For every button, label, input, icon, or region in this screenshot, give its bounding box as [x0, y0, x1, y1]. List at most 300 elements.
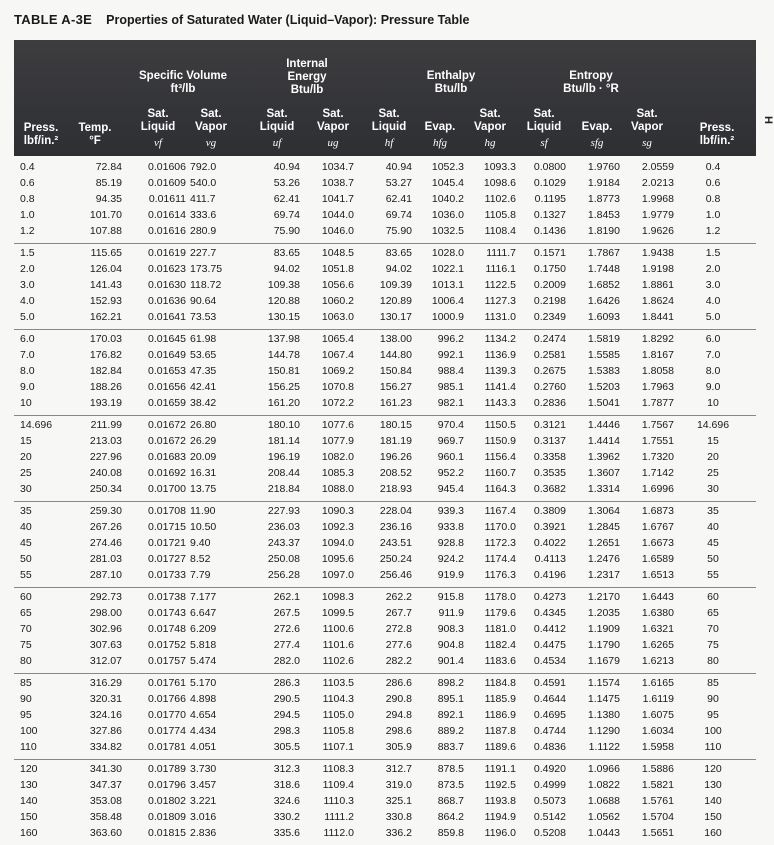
hg-cell: 1150.5 [484, 419, 516, 431]
temp-cell: 287.10 [89, 569, 122, 581]
vg-cell: 20.09 [190, 451, 217, 463]
sfg-col-header [574, 121, 620, 150]
ug-cell: 1095.6 [321, 553, 354, 565]
table-row [14, 466, 756, 482]
press-right-cell: 80 [707, 655, 719, 667]
temp-cell: 312.07 [89, 655, 122, 667]
sf-cell: 0.5142 [533, 811, 566, 823]
ug-cell: 1101.6 [322, 639, 354, 651]
sfg-cell: 1.1380 [587, 709, 620, 721]
sf-cell: 0.3921 [533, 521, 566, 533]
press-right-cell: 7.0 [705, 349, 721, 361]
press-label: Press. [23, 122, 59, 134]
sfg-cell: 1.8190 [587, 225, 620, 237]
hf-cell: 83.65 [385, 247, 412, 259]
table-row [14, 176, 756, 192]
hg-cell: 1156.4 [484, 451, 516, 463]
press-right-cell: 140 [704, 795, 722, 807]
table-row [14, 160, 756, 176]
table-row [14, 246, 756, 262]
row-group [14, 674, 756, 760]
vf-cell: 0.01630 [148, 279, 186, 291]
temp-cell: 240.08 [89, 467, 122, 479]
sf-cell: 0.2009 [533, 279, 566, 291]
sg-cell: 1.6213 [641, 655, 674, 667]
press-right-cell: 10 [707, 397, 719, 409]
temp-cell: 72.84 [95, 161, 122, 173]
hfg-cell: 969.7 [437, 435, 464, 447]
entropy-header [526, 70, 656, 96]
steam-table-page [14, 12, 756, 839]
uf-cell: 267.5 [273, 607, 300, 619]
hg-cell: 1185.9 [484, 693, 516, 705]
press-cell: 2.0 [20, 263, 35, 275]
hg-cell: 1164.3 [484, 483, 516, 495]
sf-cell: 0.4695 [533, 709, 566, 721]
press-cell: 45 [20, 537, 32, 549]
temp-cell: 162.21 [89, 311, 122, 323]
table-row [14, 676, 756, 692]
hg-cell: 1186.9 [484, 709, 516, 721]
vapor-label: Vapor [317, 121, 349, 133]
vg-symbol: vg [205, 137, 217, 149]
entropy-label: Entropy [569, 70, 613, 82]
vg-cell: 4.654 [190, 709, 217, 721]
sfg-cell: 1.8453 [587, 209, 620, 221]
press-unit: lbf/in.² [23, 135, 59, 147]
sf-cell: 0.4113 [534, 553, 566, 565]
press-right-cell: 0.6 [705, 177, 721, 189]
press-cell: 7.0 [20, 349, 35, 361]
table-row [14, 504, 756, 520]
sfg-cell: 1.7867 [587, 247, 620, 259]
vg-cell: 333.6 [190, 209, 217, 221]
sg-cell: 2.0559 [641, 161, 674, 173]
ug-cell: 1034.7 [321, 161, 354, 173]
press-cell: 130 [20, 779, 38, 791]
sf-cell: 0.4412 [533, 623, 566, 635]
ug-cell: 1098.3 [321, 591, 354, 603]
table-row [14, 638, 756, 654]
vg-cell: 3.016 [190, 811, 217, 823]
temp-cell: 324.16 [89, 709, 122, 721]
table-row [14, 724, 756, 740]
press-cell: 20 [20, 451, 32, 463]
sg-cell: 1.5886 [641, 763, 674, 775]
ug-cell: 1102.6 [322, 655, 354, 667]
vg-cell: 7.79 [190, 569, 211, 581]
sg-cell: 1.8167 [641, 349, 674, 361]
vf-cell: 0.01721 [148, 537, 186, 549]
sat-label: Sat. [147, 108, 169, 120]
hf-cell: 208.52 [379, 467, 412, 479]
press-right-cell: 1.0 [705, 209, 721, 221]
table-row [14, 208, 756, 224]
hfg-cell: 859.8 [437, 827, 464, 839]
hg-cell: 1183.6 [484, 655, 516, 667]
sfg-cell: 1.7448 [587, 263, 620, 275]
temp-cell: 182.84 [89, 365, 122, 377]
vf-col-header [132, 108, 184, 150]
hg-cell: 1122.5 [484, 279, 516, 291]
uf-cell: 53.26 [273, 177, 300, 189]
temp-cell: 176.82 [89, 349, 122, 361]
ug-cell: 1099.5 [321, 607, 354, 619]
uf-cell: 286.3 [273, 677, 300, 689]
press-right-cell: 75 [707, 639, 719, 651]
hf-cell: 120.89 [379, 295, 412, 307]
press-right-cell: 4.0 [705, 295, 721, 307]
temp-cell: 327.86 [89, 725, 122, 737]
temp-cell: 170.03 [89, 333, 122, 345]
press-cell: 55 [20, 569, 32, 581]
table-row [14, 692, 756, 708]
sat-label: Sat. [479, 108, 501, 120]
enthalpy-unit: Btu/lb [434, 83, 468, 95]
vg-cell: 13.75 [190, 483, 217, 495]
sfg-cell: 1.2170 [587, 591, 620, 603]
temp-cell: 94.35 [95, 193, 122, 205]
temp-cell: 363.60 [89, 827, 122, 839]
sg-cell: 1.6673 [641, 537, 674, 549]
hfg-cell: 1006.4 [431, 295, 464, 307]
temp-cell: 358.48 [89, 811, 122, 823]
vg-cell: 26.80 [190, 419, 217, 431]
sg-cell: 1.7551 [641, 435, 674, 447]
hf-cell: 319.0 [385, 779, 412, 791]
hg-cell: 1179.6 [484, 607, 516, 619]
sf-cell: 0.3358 [533, 451, 566, 463]
hf-cell: 62.41 [385, 193, 412, 205]
hf-cell: 325.1 [385, 795, 412, 807]
ug-cell: 1108.3 [322, 763, 354, 775]
hg-cell: 1196.0 [484, 827, 516, 839]
press-cell: 160 [20, 827, 38, 839]
temp-cell: 316.29 [89, 677, 122, 689]
enthalpy-label: Enthalpy [426, 70, 476, 82]
press-right-cell: 5.0 [705, 311, 721, 323]
hg-cell: 1174.4 [484, 553, 516, 565]
vf-cell: 0.01781 [148, 741, 186, 753]
temp-cell: 281.03 [89, 553, 122, 565]
sg-cell: 1.9968 [641, 193, 674, 205]
table-row [14, 568, 756, 584]
sfg-cell: 1.0822 [587, 779, 620, 791]
ug-cell: 1107.1 [322, 741, 354, 753]
vf-cell: 0.01757 [148, 655, 186, 667]
hfg-cell: 919.9 [437, 569, 464, 581]
hg-cell: 1150.9 [484, 435, 516, 447]
press-cell: 30 [20, 483, 32, 495]
press-right-unit: lbf/in.² [699, 135, 735, 147]
uf-cell: 40.94 [273, 161, 300, 173]
sg-cell: 1.6380 [641, 607, 674, 619]
sat-label: Sat. [322, 108, 344, 120]
sfg-cell: 1.9184 [587, 177, 620, 189]
sfg-cell: 1.5041 [587, 397, 620, 409]
temp-cell: 250.34 [89, 483, 122, 495]
hf-cell: 181.19 [379, 435, 412, 447]
uf-cell: 208.44 [267, 467, 300, 479]
vg-cell: 3.730 [190, 763, 217, 775]
hg-cell: 1192.5 [484, 779, 516, 791]
hf-cell: 336.2 [385, 827, 412, 839]
sfg-cell: 1.3064 [587, 505, 620, 517]
vg-cell: 411.7 [190, 193, 216, 205]
vf-cell: 0.01672 [148, 435, 186, 447]
ug-cell: 1041.7 [321, 193, 354, 205]
sfg-cell: 1.9760 [587, 161, 620, 173]
sg-cell: 1.6321 [641, 623, 674, 635]
uf-cell: 180.10 [267, 419, 300, 431]
vg-cell: 3.221 [190, 795, 217, 807]
temp-cell: 107.88 [89, 225, 122, 237]
press-cell: 1.2 [20, 225, 35, 237]
hg-cell: 1189.6 [484, 741, 516, 753]
hf-cell: 138.00 [379, 333, 412, 345]
hfg-cell: 1000.9 [431, 311, 464, 323]
uf-cell: 294.5 [273, 709, 300, 721]
uf-col-header [252, 108, 302, 150]
press-cell: 3.0 [20, 279, 35, 291]
sf-cell: 0.1029 [533, 177, 566, 189]
uf-cell: 120.88 [267, 295, 300, 307]
press-cell: 100 [20, 725, 38, 737]
press-cell: 10 [20, 397, 32, 409]
hfg-cell: 982.1 [437, 397, 464, 409]
sg-cell: 1.6513 [641, 569, 674, 581]
table-row [14, 278, 756, 294]
vf-cell: 0.01609 [148, 177, 186, 189]
hf-cell: 290.8 [385, 693, 412, 705]
sf-cell: 0.5208 [533, 827, 566, 839]
vg-cell: 5.474 [190, 655, 217, 667]
vg-cell: 5.170 [190, 677, 217, 689]
sf-cell: 0.2675 [533, 365, 566, 377]
hfg-cell: 939.3 [437, 505, 464, 517]
sg-cell: 1.5958 [641, 741, 674, 753]
vg-cell: 47.35 [190, 365, 217, 377]
press-right-cell: 1.5 [705, 247, 721, 259]
vg-cell: 7.177 [190, 591, 217, 603]
hg-cell: 1139.3 [484, 365, 516, 377]
temp-cell: 115.65 [90, 247, 122, 259]
temp-cell: 211.99 [90, 419, 122, 431]
vf-cell: 0.01770 [148, 709, 186, 721]
temp-cell: 334.82 [89, 741, 122, 753]
press-right-cell: 150 [704, 811, 722, 823]
vf-cell: 0.01636 [148, 295, 186, 307]
hg-symbol: hg [484, 137, 496, 149]
temp-cell: 227.96 [89, 451, 122, 463]
sf-cell: 0.0800 [533, 161, 566, 173]
row-group [14, 760, 756, 845]
hfg-cell: 960.1 [437, 451, 464, 463]
hg-cell: 1093.3 [483, 161, 516, 173]
sf-cell: 0.2760 [533, 381, 566, 393]
table-row [14, 364, 756, 380]
uf-cell: 137.98 [267, 333, 300, 345]
sg-cell: 1.8441 [641, 311, 674, 323]
sg-cell: 2.0213 [641, 177, 674, 189]
press-right-cell: 130 [704, 779, 722, 791]
hg-cell: 1098.6 [483, 177, 516, 189]
sf-cell: 0.4534 [533, 655, 566, 667]
hg-cell: 1167.4 [484, 505, 516, 517]
press-right-label: Press. [699, 122, 735, 134]
press-cell: 95 [20, 709, 32, 721]
press-cell: 75 [20, 639, 32, 651]
sf-cell: 0.4475 [533, 639, 566, 651]
hf-cell: 305.9 [385, 741, 412, 753]
vg-cell: 11.90 [190, 505, 216, 517]
hfg-col-header [418, 121, 462, 150]
press-cell: 120 [20, 763, 38, 775]
table-row [14, 418, 756, 434]
hfg-cell: 1045.4 [431, 177, 464, 189]
sf-symbol: sf [540, 137, 548, 149]
sg-cell: 1.5821 [641, 779, 674, 791]
sfg-cell: 1.1679 [587, 655, 620, 667]
press-cell: 15 [20, 435, 32, 447]
press-cell: 25 [20, 467, 32, 479]
table-row [14, 450, 756, 466]
sg-cell: 1.6873 [641, 505, 674, 517]
press-cell: 4.0 [20, 295, 35, 307]
press-cell: 150 [20, 811, 38, 823]
sg-cell: 1.6443 [641, 591, 674, 603]
sf-cell: 0.4644 [533, 693, 566, 705]
hf-cell: 267.7 [385, 607, 412, 619]
sfg-cell: 1.0966 [587, 763, 620, 775]
sfg-cell: 1.6852 [587, 279, 620, 291]
vf-cell: 0.01659 [148, 397, 186, 409]
sg-cell: 1.6119 [642, 693, 674, 705]
table-header [14, 40, 756, 156]
uf-cell: 130.15 [267, 311, 300, 323]
press-right-cell: 0.4 [705, 161, 721, 173]
vapor-label: Vapor [631, 121, 663, 133]
uf-cell: 161.20 [267, 397, 300, 409]
hf-cell: 243.51 [379, 537, 412, 549]
press-right-cell: 45 [707, 537, 719, 549]
uf-cell: 62.41 [273, 193, 300, 205]
hf-cell: 298.6 [385, 725, 412, 737]
uf-cell: 272.6 [273, 623, 300, 635]
ug-cell: 1104.3 [322, 693, 354, 705]
temp-cell: 274.46 [89, 537, 122, 549]
vg-cell: 227.7 [190, 247, 217, 259]
sfg-symbol: sfg [590, 137, 604, 149]
uf-cell: 227.93 [267, 505, 300, 517]
sfg-cell: 1.2317 [587, 569, 620, 581]
vf-cell: 0.01656 [148, 381, 186, 393]
table-row [14, 520, 756, 536]
sf-cell: 0.1195 [534, 193, 566, 205]
hfg-cell: 895.1 [437, 693, 464, 705]
press-right-cell: 30 [707, 483, 719, 495]
table-row [14, 434, 756, 450]
table-row [14, 762, 756, 778]
hf-cell: 236.16 [379, 521, 412, 533]
hfg-cell: 883.7 [437, 741, 464, 753]
uf-cell: 298.3 [273, 725, 300, 737]
hg-cell: 1176.3 [484, 569, 516, 581]
temp-cell: 353.08 [89, 795, 122, 807]
hfg-cell: 988.4 [437, 365, 464, 377]
press-right-cell: 35 [707, 505, 719, 517]
ug-cell: 1094.0 [321, 537, 354, 549]
vf-cell: 0.01738 [148, 591, 186, 603]
vf-cell: 0.01796 [148, 779, 186, 791]
vg-cell: 16.31 [190, 467, 217, 479]
ug-cell: 1082.0 [321, 451, 354, 463]
uf-cell: 305.5 [273, 741, 300, 753]
press-right-cell: 50 [707, 553, 719, 565]
table-row [14, 310, 756, 326]
hg-cell: 1136.9 [484, 349, 516, 361]
hg-cell: 1105.8 [484, 209, 516, 221]
vg-col-header [188, 108, 234, 150]
ug-cell: 1109.4 [322, 779, 354, 791]
hf-cell: 180.15 [379, 419, 412, 431]
sg-cell: 1.6034 [641, 725, 674, 737]
press-cell: 0.6 [20, 177, 35, 189]
row-group [14, 244, 756, 330]
sf-cell: 0.2581 [533, 349, 566, 361]
uf-cell: 94.02 [273, 263, 300, 275]
sg-symbol: sg [642, 137, 652, 149]
hf-cell: 161.23 [379, 397, 412, 409]
sg-cell: 1.6589 [641, 553, 674, 565]
hf-cell: 286.6 [385, 677, 412, 689]
press-right-cell: 60 [707, 591, 719, 603]
vg-cell: 3.457 [190, 779, 217, 791]
table-row [14, 622, 756, 638]
vg-cell: 38.42 [190, 397, 217, 409]
vf-cell: 0.01752 [148, 639, 186, 651]
sf-cell: 0.4273 [533, 591, 566, 603]
sf-cell: 0.2474 [533, 333, 566, 345]
table-row [14, 590, 756, 606]
sf-cell: 0.3121 [533, 419, 566, 431]
vf-cell: 0.01623 [148, 263, 186, 275]
sg-cell: 1.8058 [641, 365, 674, 377]
press-cell: 35 [20, 505, 32, 517]
vf-cell: 0.01672 [148, 419, 186, 431]
table-row [14, 396, 756, 412]
vg-cell: 280.9 [190, 225, 217, 237]
hf-cell: 130.17 [379, 311, 412, 323]
sfg-cell: 1.0443 [587, 827, 620, 839]
hg-cell: 1181.0 [484, 623, 516, 635]
table-row [14, 740, 756, 756]
hf-cell: 69.74 [385, 209, 412, 221]
uf-cell: 330.2 [273, 811, 300, 823]
press-right-cell: 6.0 [705, 333, 721, 345]
sf-cell: 0.1327 [533, 209, 566, 221]
sfg-cell: 1.2845 [587, 521, 620, 533]
sf-cell: 0.4022 [533, 537, 566, 549]
uf-cell: 83.65 [273, 247, 300, 259]
evap-label: Evap. [424, 121, 456, 133]
ug-cell: 1044.0 [321, 209, 354, 221]
sg-cell: 1.9626 [641, 225, 674, 237]
sf-cell: 0.2198 [533, 295, 566, 307]
table-row [14, 482, 756, 498]
table-row [14, 778, 756, 794]
row-group [14, 588, 756, 674]
